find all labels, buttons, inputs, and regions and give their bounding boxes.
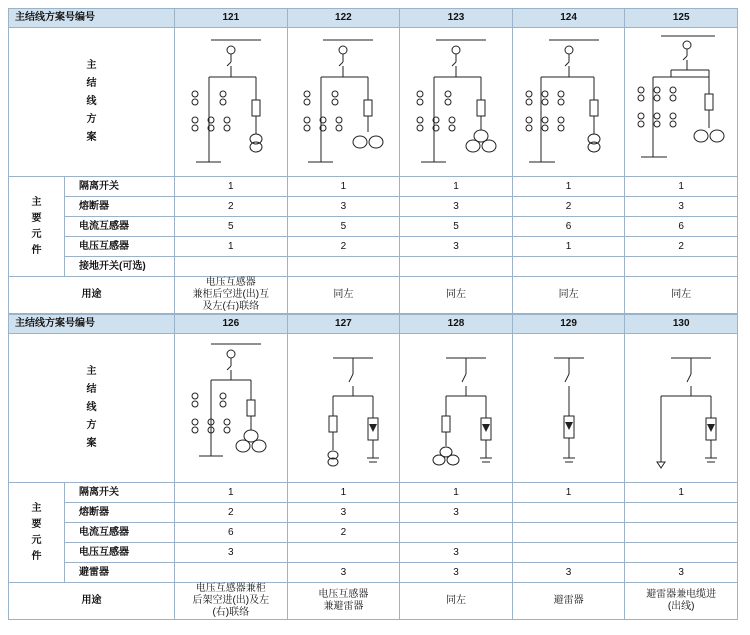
component-count: 2	[287, 523, 400, 543]
use-description: 同左	[625, 277, 738, 314]
component-count: 3	[287, 197, 400, 217]
component-name: 熔断器	[65, 197, 175, 217]
use-label: 用途	[9, 277, 175, 314]
wiring-diagram-126	[181, 338, 281, 478]
plan-label-char: 主	[86, 366, 97, 377]
scheme-number: 127	[287, 315, 400, 334]
component-name: 隔离开关	[65, 177, 175, 197]
component-count: 5	[287, 217, 400, 237]
wiring-diagram-129	[519, 338, 619, 478]
use-description: 同左	[287, 277, 400, 314]
component-count: 6	[512, 217, 625, 237]
wiring-diagram-128	[406, 338, 506, 478]
group-label-char: 主	[31, 196, 42, 208]
wiring-diagram	[287, 334, 400, 483]
plan-label-char: 主	[86, 60, 97, 71]
component-count: 1	[512, 237, 625, 257]
component-count	[512, 257, 625, 277]
component-count: 3	[400, 563, 513, 583]
wiring-diagram	[512, 28, 625, 177]
plan-label-char: 线	[86, 402, 97, 413]
component-row	[9, 177, 738, 197]
wiring-diagram	[400, 334, 513, 483]
wiring-diagram	[175, 334, 288, 483]
component-count: 1	[512, 483, 625, 503]
header-row	[9, 9, 738, 28]
scheme-number: 122	[287, 9, 400, 28]
component-count: 1	[175, 483, 288, 503]
wiring-diagram	[287, 28, 400, 177]
use-description: 避雷器	[512, 583, 625, 620]
header-label: 主结线方案号编号	[9, 315, 175, 334]
scheme-table-2	[8, 314, 738, 620]
scheme-number: 123	[400, 9, 513, 28]
component-count: 1	[400, 483, 513, 503]
component-name: 接地开关(可选)	[65, 257, 175, 277]
component-count: 1	[512, 177, 625, 197]
component-count	[512, 543, 625, 563]
component-count: 5	[175, 217, 288, 237]
plan-label	[9, 28, 175, 177]
use-description: 避雷器兼电缆进 (出线)	[625, 583, 738, 620]
scheme-number: 130	[625, 315, 738, 334]
component-count: 1	[400, 177, 513, 197]
component-count	[175, 563, 288, 583]
group-label-char: 件	[31, 550, 42, 562]
scheme-number: 124	[512, 9, 625, 28]
component-row	[9, 563, 738, 583]
component-count: 1	[287, 483, 400, 503]
component-count: 5	[400, 217, 513, 237]
group-label-char: 主	[31, 502, 42, 514]
plan-label-char: 结	[86, 78, 97, 89]
component-count: 1	[175, 177, 288, 197]
plan-label-char: 方	[86, 420, 97, 431]
component-name: 电压互感器	[65, 237, 175, 257]
component-count: 2	[287, 237, 400, 257]
plan-label-char: 方	[86, 114, 97, 125]
use-label: 用途	[9, 583, 175, 620]
wiring-diagram-121	[181, 32, 281, 172]
component-count	[175, 257, 288, 277]
use-description: 同左	[400, 277, 513, 314]
wiring-diagram-122	[293, 32, 393, 172]
component-count: 3	[287, 503, 400, 523]
use-row	[9, 277, 738, 314]
plan-label-char: 结	[86, 384, 97, 395]
component-count	[625, 543, 738, 563]
component-row	[9, 217, 738, 237]
component-count: 3	[175, 543, 288, 563]
plan-label-char: 线	[86, 96, 97, 107]
header-label: 主结线方案号编号	[9, 9, 175, 28]
component-count: 2	[175, 197, 288, 217]
wiring-diagram-127	[293, 338, 393, 478]
use-description: 电压互感器 兼柜后空进(出)互 及左(右)联络	[175, 277, 288, 314]
component-count	[512, 523, 625, 543]
component-count: 1	[175, 237, 288, 257]
group-label-char: 元	[31, 534, 42, 546]
scheme-number: 125	[625, 9, 738, 28]
use-description: 电压互感器 兼避雷器	[287, 583, 400, 620]
wiring-diagram-123	[406, 32, 506, 172]
use-description: 同左	[400, 583, 513, 620]
component-count	[400, 523, 513, 543]
main-components-label	[9, 483, 65, 583]
scheme-table-1	[8, 8, 738, 314]
component-row	[9, 197, 738, 217]
wiring-diagram-124	[519, 32, 619, 172]
wiring-diagram	[175, 28, 288, 177]
wiring-diagram	[512, 334, 625, 483]
component-count: 3	[400, 503, 513, 523]
component-name: 电流互感器	[65, 523, 175, 543]
group-label-char: 件	[31, 244, 42, 256]
component-count: 3	[400, 543, 513, 563]
component-name: 避雷器	[65, 563, 175, 583]
component-count: 3	[512, 563, 625, 583]
wiring-diagram-130	[631, 338, 731, 478]
group-label-char: 元	[31, 228, 42, 240]
component-count	[287, 543, 400, 563]
plan-label	[9, 334, 175, 483]
component-count: 6	[175, 523, 288, 543]
component-count: 2	[625, 237, 738, 257]
wiring-diagram	[625, 28, 738, 177]
component-row	[9, 543, 738, 563]
component-count: 3	[625, 563, 738, 583]
component-name: 隔离开关	[65, 483, 175, 503]
scheme-number: 128	[400, 315, 513, 334]
wiring-diagram-125	[631, 32, 731, 172]
component-row	[9, 257, 738, 277]
component-count: 3	[400, 197, 513, 217]
component-row	[9, 503, 738, 523]
component-count	[512, 503, 625, 523]
wiring-diagram	[625, 334, 738, 483]
scheme-number: 129	[512, 315, 625, 334]
component-count: 1	[625, 483, 738, 503]
use-row	[9, 583, 738, 620]
diagram-row	[9, 28, 738, 177]
component-row	[9, 523, 738, 543]
component-count	[625, 503, 738, 523]
diagram-row	[9, 334, 738, 483]
component-row	[9, 237, 738, 257]
wiring-diagram	[400, 28, 513, 177]
plan-label-char: 案	[86, 438, 97, 449]
main-components-label	[9, 177, 65, 277]
group-label-char: 要	[31, 212, 42, 224]
use-description: 同左	[512, 277, 625, 314]
component-count: 6	[625, 217, 738, 237]
component-count	[625, 523, 738, 543]
header-row	[9, 315, 738, 334]
component-name: 熔断器	[65, 503, 175, 523]
component-row	[9, 483, 738, 503]
component-count	[400, 257, 513, 277]
scheme-number: 121	[175, 9, 288, 28]
group-label-char: 要	[31, 518, 42, 530]
component-count	[287, 257, 400, 277]
component-count: 3	[287, 563, 400, 583]
component-count: 1	[625, 177, 738, 197]
component-count: 1	[287, 177, 400, 197]
component-count	[625, 257, 738, 277]
component-count: 2	[512, 197, 625, 217]
component-count: 3	[400, 237, 513, 257]
component-name: 电压互感器	[65, 543, 175, 563]
scheme-number: 126	[175, 315, 288, 334]
plan-label-char: 案	[86, 132, 97, 143]
component-count: 3	[625, 197, 738, 217]
component-count: 2	[175, 503, 288, 523]
use-description: 电压互感器兼柜 后架空进(出)及左 (右)联络	[175, 583, 288, 620]
component-name: 电流互感器	[65, 217, 175, 237]
